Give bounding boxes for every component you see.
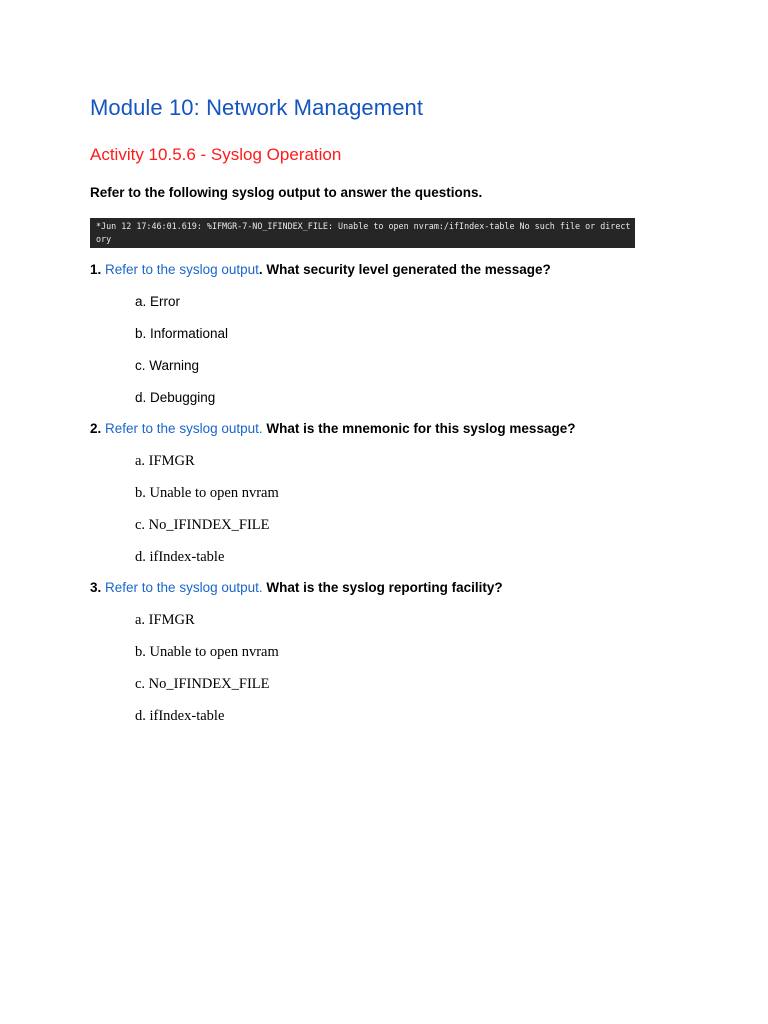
- question-3-option-c: c. No_IFINDEX_FILE: [135, 676, 270, 692]
- question-reference: Refer to the syslog output: [105, 262, 259, 277]
- question-1-option-a: a. Error: [135, 294, 181, 309]
- question-number: 3.: [90, 580, 102, 595]
- question-text: What is the syslog reporting facility?: [266, 580, 503, 595]
- question-3-option-d: d. ifIndex-table: [135, 708, 225, 724]
- question-1: [90, 262, 551, 277]
- syslog-output-box: *Jun 12 17:46:01.619: %IFMGR-7-NO_IFINDEX_FILE: Unable to open nvram:/ifIndex-table No such file or directory: [90, 218, 635, 248]
- question-2-option-a: a. IFMGR: [135, 453, 195, 469]
- question-text: What is the mnemonic for this syslog message?: [266, 421, 576, 436]
- question-3-option-a: a. IFMGR: [135, 612, 195, 628]
- question-3: [90, 580, 503, 595]
- question-text: . What security level generated the message?: [258, 262, 551, 277]
- question-number: 2.: [90, 421, 102, 436]
- question-reference: Refer to the syslog output.: [105, 580, 263, 595]
- question-2-option-d: d. ifIndex-table: [135, 549, 225, 565]
- intro-text: Refer to the following syslog output to answer the questions.: [90, 185, 483, 200]
- activity-subtitle: Activity 10.5.6 - Syslog Operation: [90, 145, 342, 164]
- question-1-option-b: b. Informational: [135, 326, 229, 341]
- question-1-option-d: d. Debugging: [135, 390, 216, 405]
- question-2: [90, 421, 575, 436]
- question-2-option-c: c. No_IFINDEX_FILE: [135, 517, 270, 533]
- question-reference: Refer to the syslog output.: [105, 421, 263, 436]
- question-number: 1.: [90, 262, 102, 277]
- question-1-option-c: c. Warning: [135, 358, 200, 373]
- question-3-option-b: b. Unable to open nvram: [135, 644, 279, 660]
- question-2-option-b: b. Unable to open nvram: [135, 485, 279, 501]
- page-title: Module 10: Network Management: [90, 95, 424, 120]
